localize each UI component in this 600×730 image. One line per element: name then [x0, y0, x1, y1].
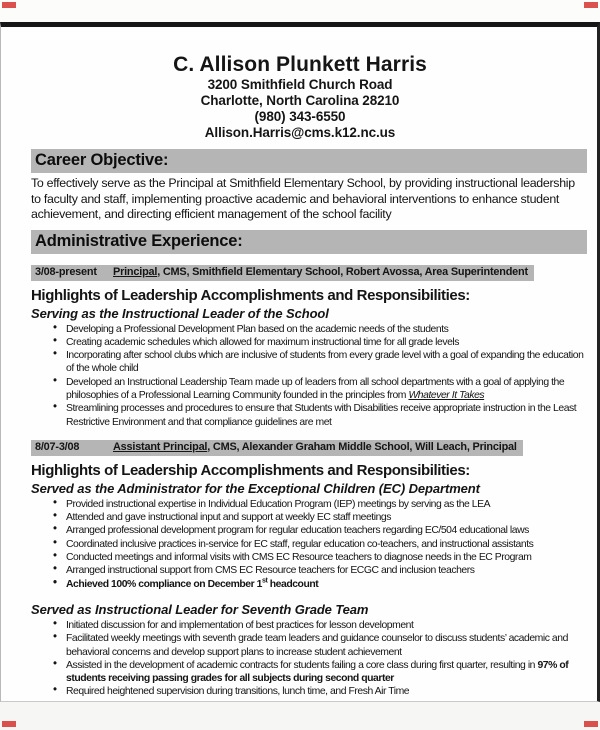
bullet-item: • Attended and gave instructional input and support at weekly EC staff meetings	[31, 511, 587, 524]
candidate-name: C. Allison Plunkett Harris	[173, 53, 427, 76]
bullet-item: • Developed an Instructional Leadership Team made up of leaders from all school departments with a goal of applying the philosophies of a Professional Learning Community founded in the principles from Whatever It Takes	[31, 376, 587, 403]
bullet-item-achievement: • Achieved 100% compliance on December 1st headcount	[31, 578, 587, 591]
bullet-list	[31, 619, 587, 699]
job-date: 3/08-present	[35, 265, 97, 278]
red-corner-mark-bottom-left	[2, 721, 16, 727]
bullet-item: • Conducted meetings and informal visits with CMS EC Resource teachers to diagnose needs in the EC Program	[31, 551, 587, 564]
bullet-item: • Assisted in the development of academic contracts for students failing a core class during first quarter, resulting in 97% of students receiving passing grades for all subjects during second quarter	[31, 659, 587, 686]
bullet-item: • Streamlining processes and procedures to ensure that Students with Disabilities receive appropriate instruction in the Least Restrictive Environment and that compliance guidelines are met	[31, 402, 587, 429]
section-heading-administrative-experience: Administrative Experience:	[31, 230, 587, 254]
bullet-item: • Coordinated inclusive practices in-service for EC staff, regular education co-teachers, and instructional assistants	[31, 538, 587, 551]
subsection-heading-seventh-grade-team: Served as Instructional Leader for Seventh Grade Team	[31, 601, 369, 617]
bullet-item: • Arranged professional development program for regular education teachers regarding EC/504 educational laws	[31, 524, 587, 537]
page-header	[31, 52, 587, 141]
subsection-heading-ec-department: Served as the Administrator for the Exceptional Children (EC) Department	[31, 480, 480, 496]
job-date: 8/07-3/08	[35, 440, 80, 453]
bullet-item: • Facilitated weekly meetings with seventh grade team leaders and guidance counselor to discuss students’ academic and behavioral concerns and develop support plans to increase student achievement	[31, 632, 587, 659]
job-bar-highlight	[31, 440, 523, 456]
bullet-list	[31, 498, 587, 591]
resume-content	[1, 52, 597, 699]
bullet-item: • Initiated discussion for and implementation of best practices for lesson development	[31, 619, 587, 632]
address-line-2: Charlotte, North Carolina 28210	[200, 93, 400, 108]
job-bar-highlight	[31, 265, 534, 281]
red-corner-mark-top-left	[2, 2, 16, 8]
highlights-heading: Highlights of Leadership Accomplishments and Responsibilities:	[31, 461, 470, 479]
achievement-emphasis: 97% of students receiving passing grades for all subjects during second quarter	[66, 659, 569, 685]
job-bar-assistant-principal	[31, 440, 587, 456]
email-address: Allison.Harris@cms.k12.nc.us	[204, 125, 396, 140]
bullet-item: • Developing a Professional Development Plan based on the academic needs of the students	[31, 323, 587, 336]
bullet-item: • Creating academic schedules which allowed for maximum instructional time for all grade levels	[31, 336, 587, 349]
red-corner-mark-bottom-right	[584, 721, 598, 727]
red-corner-mark-top-right	[584, 2, 598, 8]
career-objective-text: To effectively serve as the Principal at Smithfield Elementary School, by providing instructional leadership to faculty and staff, implementing proactive academic and behavioral interventions to enhance student achievement, and directing efficient management of the school facility	[31, 176, 575, 221]
job-details: , CMS, Smithfield Elementary School, Robert Avossa, Area Superintendent	[157, 265, 528, 278]
subsection-heading-instructional-leader-school: Serving as the Instructional Leader of the School	[31, 305, 329, 321]
phone-number: (980) 343-6550	[254, 109, 346, 124]
address-line-1: 3200 Smithfield Church Road	[207, 77, 393, 92]
page-top-margin	[0, 0, 600, 22]
bullet-item: • Provided instructional expertise in Individual Education Program (IEP) meetings by serving as the LEA	[31, 498, 587, 511]
bullet-list	[31, 323, 587, 429]
bullet-item: • Incorporating after school clubs which are inclusive of students from every grade level with a goal of expanding the education of the whole child	[31, 349, 587, 376]
book-title-emphasis: Whatever It Takes	[408, 389, 485, 401]
bullet-item-clipped: • Required heightened supervision during transitions, lunch time, and Fresh Air Time	[31, 685, 587, 698]
job-bar-principal	[31, 265, 587, 281]
job-title: Principal	[113, 265, 158, 278]
section-heading-career-objective: Career Objective:	[31, 149, 587, 173]
highlights-heading: Highlights of Leadership Accomplishments and Responsibilities:	[31, 286, 470, 304]
bullet-item: • Arranged instructional support from CMS EC Resource teachers for ECGC and inclusion teachers	[31, 564, 587, 577]
resume-page	[0, 22, 600, 702]
job-title: Assistant Principal	[113, 440, 208, 453]
job-details: , CMS, Alexander Graham Middle School, Will Leach, Principal	[207, 440, 517, 453]
ordinal-superscript: st	[262, 577, 268, 585]
